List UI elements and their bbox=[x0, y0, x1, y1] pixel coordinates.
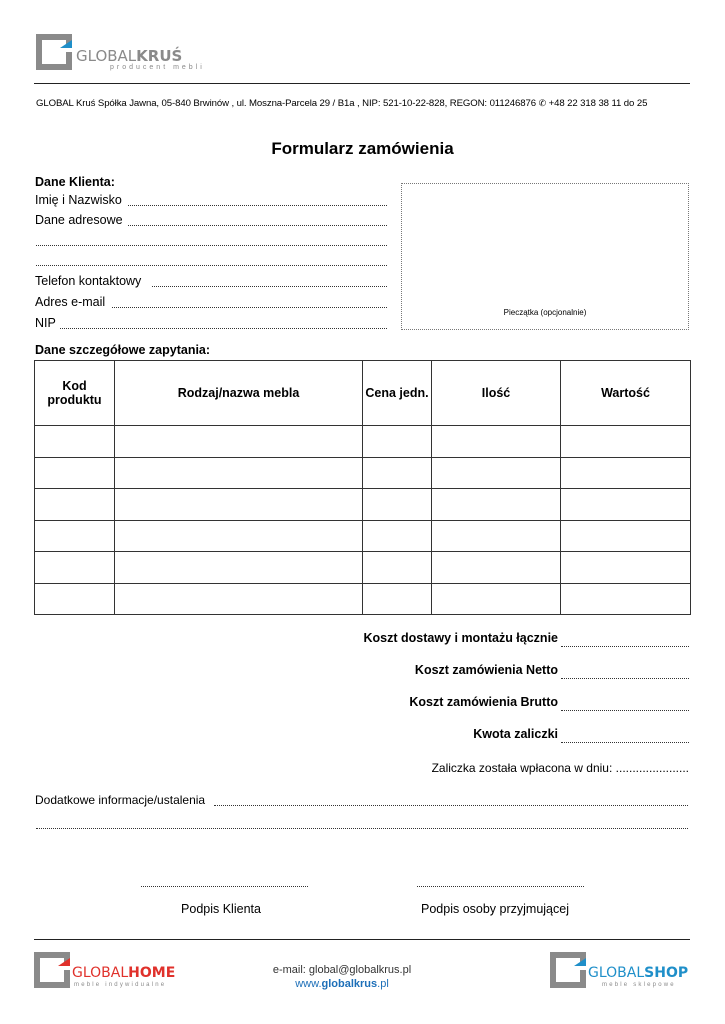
name-label: Imię i Nazwisko bbox=[35, 193, 122, 207]
phone-icon: ✆ bbox=[538, 98, 547, 108]
advance-label: Kwota zaliczki bbox=[473, 727, 558, 741]
header-divider bbox=[34, 83, 690, 84]
header-logo bbox=[36, 34, 205, 74]
additional-info-label: Dodatkowe informacje/ustalenia bbox=[35, 793, 206, 807]
globalshop-logo-icon bbox=[550, 952, 586, 988]
logo-tagline: producent mebli bbox=[110, 64, 205, 71]
home-logo-text-bold: HOME bbox=[128, 965, 176, 981]
address-field-line-2[interactable] bbox=[36, 245, 387, 246]
items-table-body bbox=[35, 426, 691, 615]
stamp-box[interactable] bbox=[401, 183, 689, 330]
home-logo-text-regular: GLOBAL bbox=[72, 965, 129, 981]
client-signature-label: Podpis Klienta bbox=[181, 902, 261, 916]
gross-cost-field[interactable] bbox=[561, 710, 689, 711]
table-cell[interactable] bbox=[363, 583, 432, 615]
table-cell[interactable] bbox=[35, 552, 115, 584]
globalkrus-logo-icon bbox=[36, 34, 72, 70]
globalhome-logo bbox=[34, 952, 184, 992]
additional-info-field-line-2[interactable] bbox=[36, 828, 688, 829]
footer-website[interactable] bbox=[262, 977, 422, 991]
footer-contact bbox=[262, 963, 422, 991]
address-field[interactable] bbox=[128, 225, 387, 226]
table-cell[interactable] bbox=[363, 457, 432, 489]
receiver-signature-label: Podpis osoby przyjmującej bbox=[421, 902, 569, 916]
logo-text-regular: GLOBAL bbox=[76, 47, 137, 65]
email-label: Adres e-mail bbox=[35, 295, 106, 309]
table-cell[interactable] bbox=[115, 552, 363, 584]
column-header-quantity: Ilość bbox=[432, 361, 561, 426]
table-cell[interactable] bbox=[115, 583, 363, 615]
details-section-heading: Dane szczegółowe zapytania: bbox=[35, 343, 211, 357]
table-cell[interactable] bbox=[35, 457, 115, 489]
client-section-heading: Dane Klienta: bbox=[35, 175, 115, 189]
table-cell[interactable] bbox=[432, 552, 561, 584]
footer-divider bbox=[34, 939, 690, 940]
table-cell[interactable] bbox=[115, 489, 363, 521]
page-title: Formularz zamówienia bbox=[271, 139, 454, 158]
table-row bbox=[35, 583, 691, 615]
table-cell[interactable] bbox=[363, 520, 432, 552]
table-row bbox=[35, 552, 691, 584]
shop-logo-tagline: meble sklepowe bbox=[602, 982, 676, 988]
table-cell[interactable] bbox=[561, 552, 691, 584]
items-table bbox=[34, 360, 691, 615]
nip-field[interactable] bbox=[60, 328, 387, 329]
table-cell[interactable] bbox=[432, 426, 561, 458]
globalhome-logo-icon bbox=[34, 952, 70, 988]
website-prefix: www. bbox=[295, 978, 322, 990]
globalshop-logo bbox=[550, 952, 690, 992]
advance-field[interactable] bbox=[561, 742, 689, 743]
stamp-label: Pieczątka (opcjonalnie) bbox=[503, 308, 587, 317]
client-signature-field[interactable] bbox=[141, 886, 308, 887]
email-field[interactable] bbox=[112, 307, 387, 308]
website-bold: globalkrus bbox=[321, 978, 378, 990]
additional-info-field[interactable] bbox=[214, 805, 688, 806]
footer-email[interactable]: e-mail: global@globalkrus.pl bbox=[272, 964, 412, 976]
advance-paid-date[interactable]: Zaliczka została wpłacona w dniu: ...................... bbox=[431, 761, 689, 775]
company-line: GLOBAL Kruś Spółka Jawna, 05-840 Brwinów , ul. Moszna-Parcela 29 / B1a , NIP: 521-10-22-828, REGON: 011246876 bbox=[36, 98, 536, 109]
table-cell[interactable] bbox=[561, 457, 691, 489]
column-header-code: Kod produktu bbox=[35, 361, 115, 426]
shop-logo-text-regular: GLOBAL bbox=[588, 965, 645, 981]
table-cell[interactable] bbox=[35, 520, 115, 552]
table-cell[interactable] bbox=[35, 426, 115, 458]
delivery-cost-field[interactable] bbox=[561, 646, 689, 647]
table-cell[interactable] bbox=[432, 489, 561, 521]
table-cell[interactable] bbox=[115, 426, 363, 458]
address-label: Dane adresowe bbox=[35, 213, 123, 227]
gross-cost-label: Koszt zamówienia Brutto bbox=[409, 695, 558, 709]
name-field[interactable] bbox=[128, 205, 387, 206]
net-cost-label: Koszt zamówienia Netto bbox=[414, 663, 558, 677]
net-cost-field[interactable] bbox=[561, 678, 689, 679]
table-cell[interactable] bbox=[561, 520, 691, 552]
phone-label: Telefon kontaktowy bbox=[35, 274, 142, 288]
shop-logo-text-bold: SHOP bbox=[644, 965, 689, 981]
table-row bbox=[35, 489, 691, 521]
table-cell[interactable] bbox=[35, 489, 115, 521]
company-phone: +48 22 318 38 11 do 25 bbox=[548, 98, 648, 109]
table-row bbox=[35, 426, 691, 458]
website-suffix: .pl bbox=[377, 978, 389, 990]
address-field-line-3[interactable] bbox=[36, 265, 387, 266]
nip-label: NIP bbox=[35, 316, 56, 330]
receiver-signature-field[interactable] bbox=[417, 886, 584, 887]
logo-text-bold: KRUŚ bbox=[136, 47, 183, 65]
home-logo-tagline: meble indywidualne bbox=[74, 982, 167, 988]
table-cell[interactable] bbox=[363, 489, 432, 521]
table-cell[interactable] bbox=[115, 457, 363, 489]
table-cell[interactable] bbox=[561, 583, 691, 615]
table-cell[interactable] bbox=[115, 520, 363, 552]
table-header-row bbox=[35, 361, 691, 426]
table-cell[interactable] bbox=[363, 426, 432, 458]
table-cell[interactable] bbox=[432, 457, 561, 489]
column-header-value: Wartość bbox=[561, 361, 691, 426]
table-row bbox=[35, 520, 691, 552]
table-cell[interactable] bbox=[561, 489, 691, 521]
column-header-price: Cena jedn. bbox=[363, 361, 432, 426]
table-row bbox=[35, 457, 691, 489]
table-cell[interactable] bbox=[432, 520, 561, 552]
phone-field[interactable] bbox=[152, 286, 387, 287]
table-cell[interactable] bbox=[432, 583, 561, 615]
table-cell[interactable] bbox=[363, 552, 432, 584]
table-cell[interactable] bbox=[35, 583, 115, 615]
delivery-cost-label: Koszt dostawy i montażu łącznie bbox=[363, 631, 558, 645]
company-info bbox=[36, 98, 647, 109]
table-cell[interactable] bbox=[561, 426, 691, 458]
column-header-name: Rodzaj/nazwa mebla bbox=[115, 361, 363, 426]
